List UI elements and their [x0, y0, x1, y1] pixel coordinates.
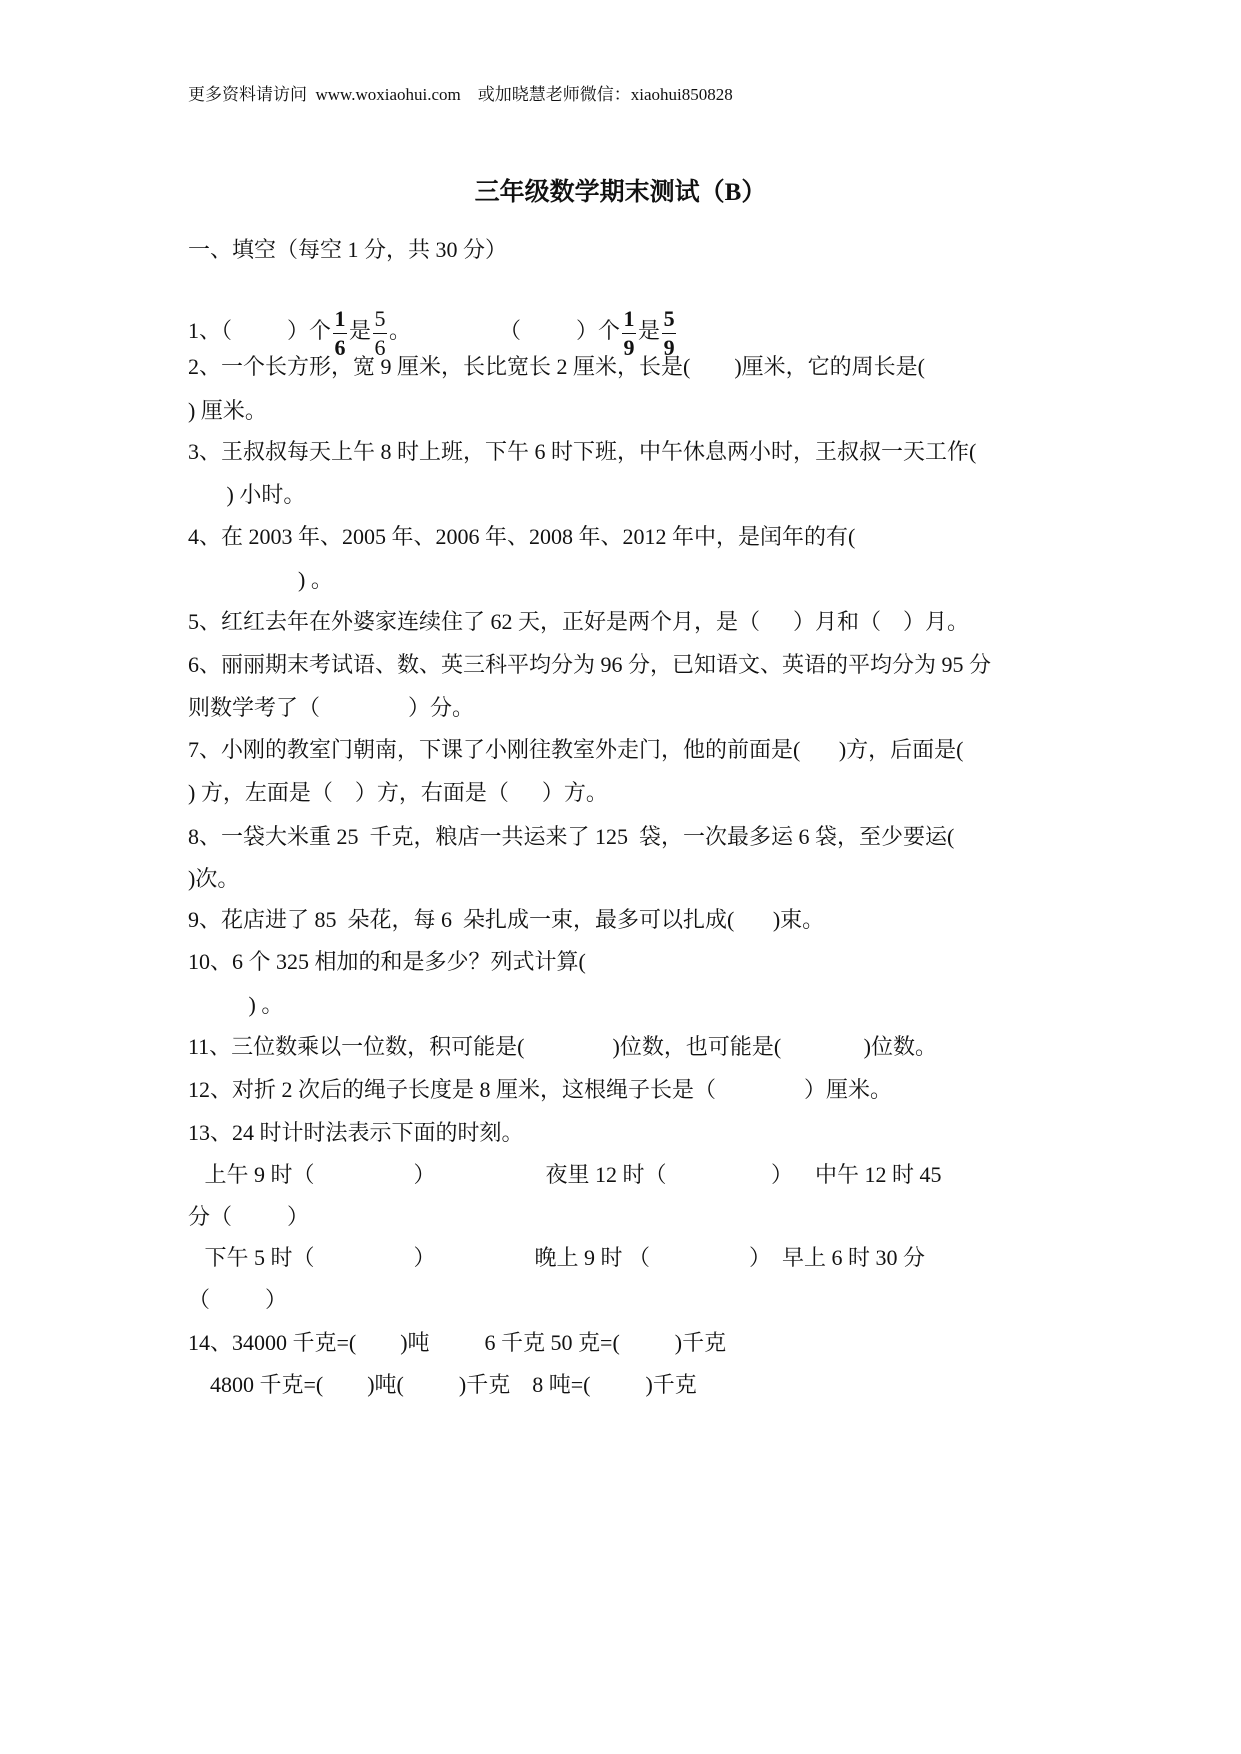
question-line: 2、一个长方形，宽 9 厘米，长比宽长 2 厘米，长是( )厘米，它的周长是( [188, 354, 925, 379]
question-line: 7、小刚的教室门朝南，下课了小刚往教室外走门，他的前面是( )方，后面是( [188, 737, 964, 762]
fraction [622, 308, 636, 359]
question-line: )次。 [188, 866, 240, 891]
question-line: ) 厘米。 [188, 398, 267, 423]
question-line: ) 。 [188, 567, 333, 592]
question-line: 11、三位数乘以一位数，积可能是( )位数，也可能是( )位数。 [188, 1034, 937, 1059]
section-heading: 一、填空（每空 1 分，共 30 分） [188, 237, 508, 262]
question-line: 4、在 2003 年、2005 年、2006 年、2008 年、2012 年中，是闰年的有( [188, 524, 856, 549]
fraction [333, 308, 347, 359]
question-line: 4800 千克=( )吨( )千克 8 吨=( )千克 [188, 1372, 697, 1397]
q1-text: 1、（ ）个 [188, 318, 332, 343]
numerator: 1 [623, 306, 635, 331]
question-line: 14、34000 千克=( )吨 6 千克 50 克=( )千克 [188, 1330, 727, 1355]
question-line: 则数学考了（ ）分。 [188, 695, 475, 720]
question-line: 12、对折 2 次后的绳子长度是 8 厘米，这根绳子长是（ ）厘米。 [188, 1077, 893, 1102]
fraction [662, 308, 676, 359]
question-line: 9、花店进了 85 朵花，每 6 朵扎成一束，最多可以扎成( )束。 [188, 907, 825, 932]
question-line: 上午 9 时（ ） 夜里 12 时（ ） 中午 12 时 45 [188, 1162, 942, 1187]
question-line: 分（ ） [188, 1204, 310, 1229]
question-line: ) 。 [188, 992, 284, 1017]
question-line: 6、丽丽期末考试语、数、英三科平均分为 96 分，已知语文、英语的平均分为 95 分 [188, 652, 992, 677]
q1-text: 是 [638, 318, 661, 343]
denominator: 6 [334, 335, 346, 360]
question-line: （ ） [188, 1287, 288, 1312]
q1-text: 。 （ ）个 [389, 318, 621, 343]
page-header: 更多资料请访问 www.woxiaohui.com 或加晓慧老师微信：xiaohui850828 [188, 85, 733, 104]
q1-text: 是 [349, 318, 372, 343]
question-line: 13、24 时计时法表示下面的时刻。 [188, 1120, 524, 1145]
denominator: 9 [623, 335, 635, 360]
question-line: 3、王叔叔每天上午 8 时上班，下午 6 时下班，中午休息两小时，王叔叔一天工作( [188, 439, 977, 464]
numerator: 5 [663, 306, 675, 331]
numerator: 5 [374, 306, 386, 331]
page-title: 三年级数学期末测试（B） [474, 179, 767, 206]
question-line: ) 小时。 [188, 482, 306, 507]
denominator: 9 [663, 335, 675, 360]
question-line: 下午 5 时（ ） 晚上 9 时 （ ） 早上 6 时 30 分 [188, 1245, 926, 1270]
numerator: 1 [334, 306, 346, 331]
question-line: 10、6 个 325 相加的和是多少？列式计算( [188, 949, 586, 974]
question-line: 5、红红去年在外婆家连续住了 62 天，正好是两个月，是（ ）月和（ ）月。 [188, 609, 970, 634]
denominator: 6 [374, 335, 386, 360]
question-line: 8、一袋大米重 25 千克，粮店一共运来了 125 袋，一次最多运 6 袋，至少要运( [188, 824, 955, 849]
question-line: ) 方，左面是（ ）方，右面是（ ）方。 [188, 780, 608, 805]
fraction [373, 308, 387, 359]
